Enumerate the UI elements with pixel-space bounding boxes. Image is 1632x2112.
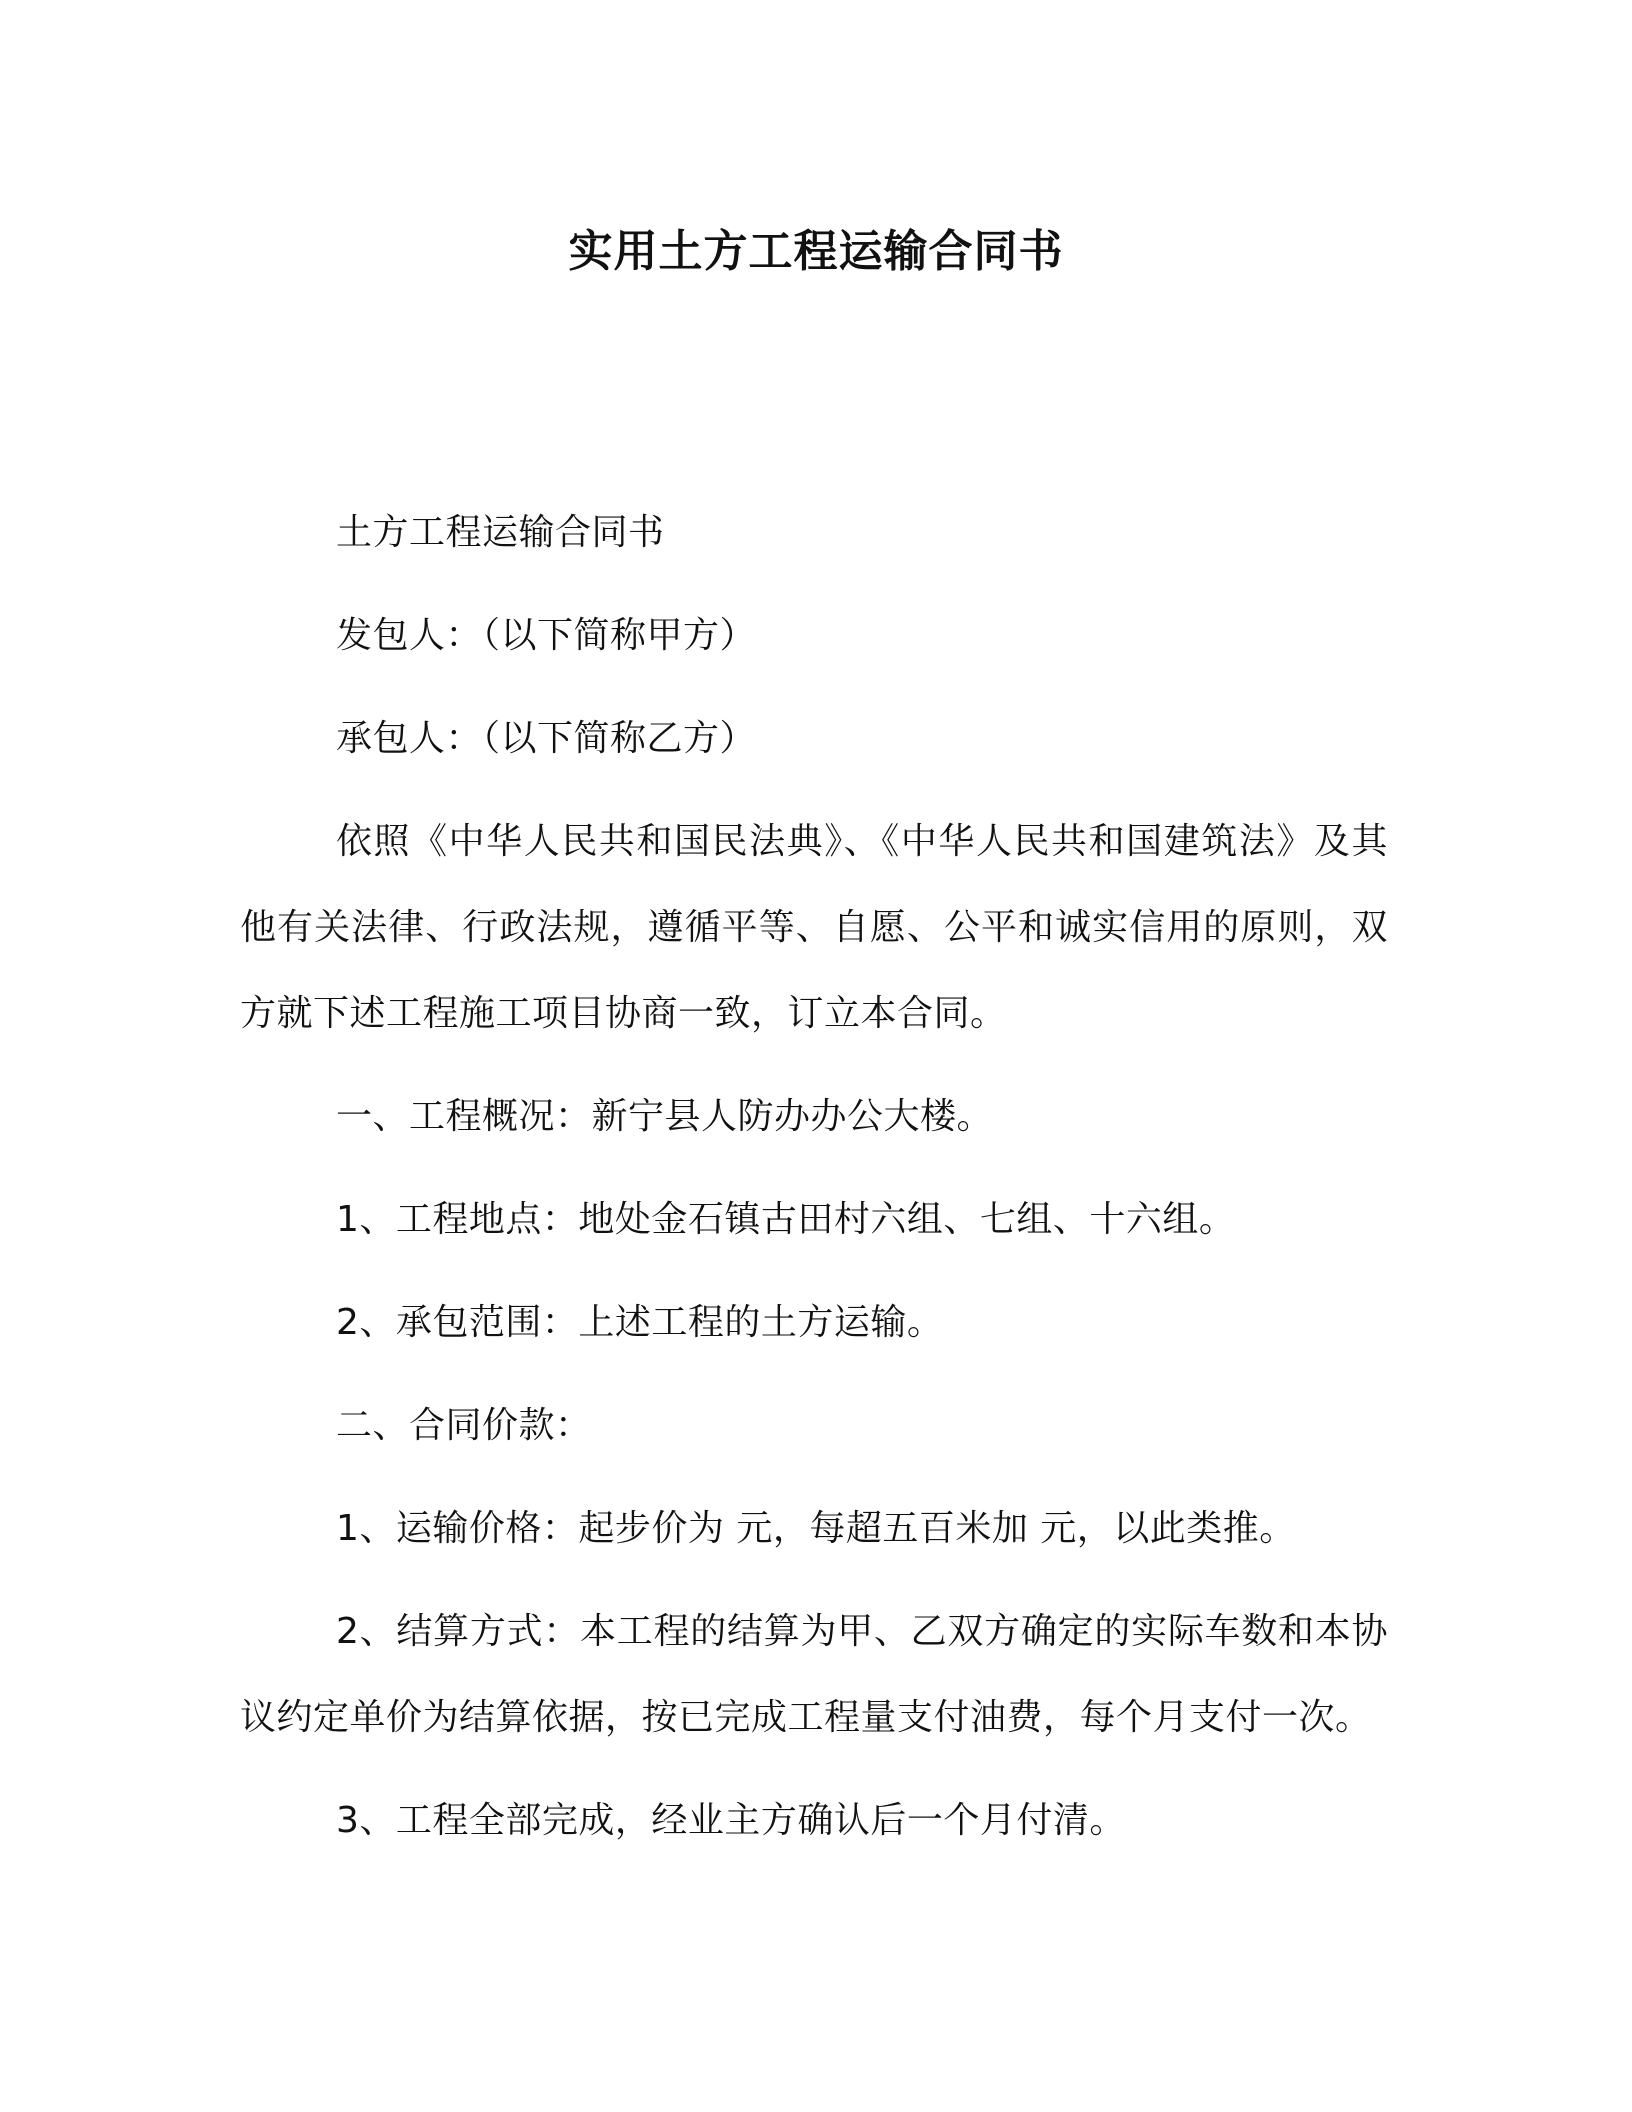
paragraph-project-location: 1、工程地点：地处金石镇古田村六组、七组、十六组。 (336, 1199, 1236, 1240)
document-body (240, 490, 1388, 1881)
paragraph-settlement-method: 2、结算方式：本工程的结算为甲、乙双方确定的实际车数和本协议约定单价为结算依据，按已完成工程量支付油费，每个月支付一次。 (240, 1611, 1388, 1738)
paragraph-contract-price: 二、合同价款： (336, 1405, 592, 1446)
paragraph-final-payment: 3、工程全部完成，经业主方确认后一个月付清。 (336, 1800, 1126, 1841)
paragraph-transport-price: 1、运输价格：起步价为 元，每超五百米加 元，以此类推。 (336, 1508, 1296, 1549)
paragraph-scope: 2、承包范围：上述工程的土方运输。 (336, 1302, 944, 1343)
paragraph-contractor: 承包人：（以下简称乙方） (336, 718, 757, 759)
paragraph-contract-heading: 土方工程运输合同书 (336, 512, 665, 553)
paragraph-project-overview: 一、工程概况：新宁县人防办办公大楼。 (336, 1096, 994, 1137)
document-title: 实用土方工程运输合同书 (568, 226, 1064, 277)
paragraph-employer: 发包人：（以下简称甲方） (336, 615, 757, 656)
paragraph-legal-basis: 依照《中华人民共和国民法典》、《中华人民共和国建筑法》及其他有关法律、行政法规，遵循平等、自愿、公平和诚实信用的原则，双方就下述工程施工项目协商一致，订立本合同。 (240, 821, 1388, 1034)
